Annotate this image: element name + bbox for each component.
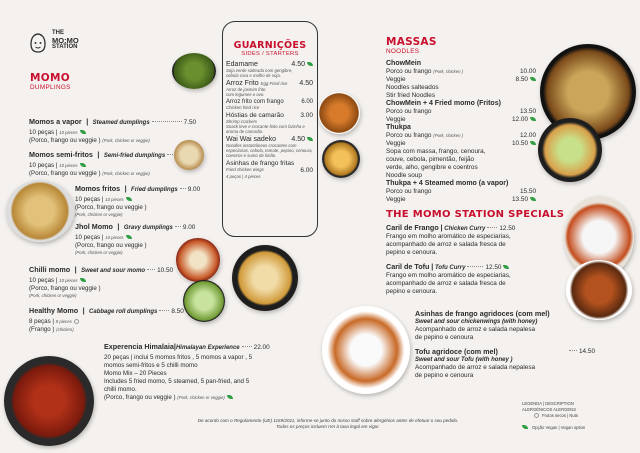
noodle-bowl-image [232,245,298,311]
shrimp-image [174,140,204,170]
special-desc: pepino e cenoura. [386,288,438,295]
item-options-en: (Pork, chicken or veggie) [75,212,123,217]
noodle-price: 12.00 [512,116,528,123]
footer-line: Todos os preços incluem IVA à taxa legal em vigor. [276,424,380,429]
side-item-edamame [226,61,313,78]
noodle-item-thukpa-steamed [386,180,536,204]
item-options: (Porco, frango ou veggie ) [75,204,147,211]
special-desc: de pepino e cenoura [415,334,474,341]
vegan-leaf-icon [503,265,509,269]
noodle-name: Thukpa [386,124,411,131]
footer-note [158,418,498,430]
side-name: Edamame [226,61,258,68]
special-name-en: Tofu Curry [434,265,466,271]
edamame-image [172,53,216,89]
side-name: Wai Wai sadeko [226,136,277,143]
item-options: (Porco, frango ou veggie ) [104,394,176,401]
menu-item-momos-fritos: Momos fritos | Fried dumplings 9.00 10 peças | 10 pieces (Porco, frango ou veggie ) (Pork, chicken or veggie) [75,184,201,217]
item-price: 7.50 [183,119,197,126]
side-item-wai-wai [226,136,313,158]
item-price: 9.00 [187,186,201,193]
side-desc: Chicken fried rice [226,105,260,110]
side-name: Hóstias de camarão [226,112,284,119]
legend-vegan: Opção Vegan | Vegan option [532,424,586,430]
special-price: 14.50 [579,348,595,355]
side-desc: cebola roxa e molho de soja. [226,73,281,78]
noodle-option: Porco ou frango [386,108,432,115]
momo-title: MOMO [30,72,70,84]
item-desc-line: chilli momo. [104,386,137,393]
side-desc: Soja verde salteada com gengibre, [226,68,293,73]
noodle-price: 8.50 [515,76,528,83]
noodle-option: Porco ou frango [386,68,432,75]
noodle-desc: verde, alho, gengibre e coentros [386,164,478,171]
gravy-momo-image [176,238,220,282]
item-name: Jhol Momo [75,222,113,231]
item-options: (Porco, frango ou veggie ) [29,170,101,177]
menu-item-experiencia-himalaia [104,336,304,402]
vegan-leaf-icon [530,117,536,121]
special-desc: Acompanhado de arroz e salada nepalesa [415,326,536,333]
special-name-en: Sweet and sour Tofu (with honey ) [415,357,513,363]
item-name-en: Sweet and sour momo [81,268,146,274]
curry-rice-image [322,306,410,394]
item-options: (Porco, frango ou veggie ) [29,137,101,144]
item-qty-en: 10 pieces [59,278,78,283]
legend-title: LEGENDA | DESCRIPTION [522,401,574,406]
item-name: Momos fritos [75,184,121,193]
cabbage-roll-image [183,280,225,322]
side-desc: Shrimp crackers [226,119,258,124]
special-item-caril-frango: Caril de Frango | Chicken Curry 12.50 Frango em molho aromático de especiarias, acompanhado de arroz e salada fresca de pepino e cenoura. [386,224,526,257]
noodle-option: Veggie [386,116,406,123]
side-price: 6.00 [301,99,313,105]
noodle-desc: Noodles salteados [386,84,439,91]
side-price: 4.50 [291,136,305,143]
side-name: Asinhas de frango fritas [226,160,295,167]
item-name: Experencia Himalaia| [104,342,176,351]
item-qty: 10 peças | [29,162,58,169]
special-desc: Acompanhado de arroz e salada nepalesa [415,364,536,371]
item-desc-line: Includes 5 fried momo, 5 steamed, 5 pan-fried, and 5 [104,378,250,385]
noodle-name: Thukpa + 4 Steamed momo (a vapor) [386,180,509,187]
legend-nuts: Frutos secos | Nuts [542,413,578,418]
item-qty-en: 10 pieces [105,197,124,202]
noodle-price: 13.50 [520,108,536,115]
item-price: 9.00 [182,224,196,231]
item-qty: 10 peças | [29,277,58,284]
item-name-en: Gravy dumplings [123,225,173,231]
noodles-title: MASSAS [386,36,437,48]
special-desc: de pepino e cenoura [415,372,474,379]
noodle-price: 13.50 [512,196,528,203]
side-price: 4.50 [291,61,305,68]
item-options-en: (chicken) [56,327,74,332]
side-item-hostias [226,112,313,134]
item-qty-en: 10 pieces [59,163,78,168]
footer-line: De acordo com o Regulamento (UE) 1169/2011, informe-se junto do nosso staff sobre alergénios antes de efetuar o seu pedido. [197,418,459,423]
item-desc-line: momos semi-fritos e 5 chilli momo [104,362,198,369]
side-desc: especiarias, cebola, tomate, pepino, cenoura, coentros e sumo de limão. [226,148,313,158]
noodle-item-thukpa [386,124,536,180]
vegan-leaf-icon [307,62,313,66]
side-desc: Noodles instantâneos crocantes com [226,143,297,148]
vegan-leaf-icon [80,163,86,167]
side-price: 4.50 [299,80,313,87]
special-name: Caril de Tofu [386,262,430,271]
item-qty: 8 peças | [29,318,54,325]
side-price: 3.00 [300,112,313,119]
noodle-item-chowmein [386,60,536,100]
item-name-en: Steamed dumplings [92,120,150,126]
item-options-en: (Pork, chicken or veggie) [75,250,123,255]
thukpa-image [538,118,602,182]
noodle-option-en: (Pork, chicken ) [433,69,464,74]
nuts-icon [534,413,539,418]
special-item-tofu-agridoce [415,348,595,380]
noodle-option-en: (Pork, chicken ) [433,133,464,138]
item-qty: 10 peças | [75,234,104,241]
side-desc: 4 peças | 4 pieces [226,174,261,179]
item-name-en: Cabbage roll dumplings [89,309,158,315]
special-desc: Frango em molho aromático de especiarias, [386,272,511,279]
noodle-desc: Stir fried Noodles [386,92,436,99]
noodle-desc: Noodle soup [386,172,422,179]
noodle-option: Veggie [386,76,406,83]
noodle-desc: Sopa com massa, frango, cenoura, [386,148,486,155]
item-options-en: (Pork, chicken or veggie) [29,293,77,298]
item-qty-en: 10 pieces [59,130,78,135]
side-name: Arroz frito com frango [226,99,284,105]
vegan-leaf-icon [530,77,536,81]
item-options: (Porco, frango ou veggie ) [75,242,147,249]
noodle-name: ChowMein [386,60,421,67]
vegan-leaf-icon [522,425,528,429]
vegan-leaf-icon [530,197,536,201]
item-qty: 10 peças | [75,196,104,203]
menu-item-healthy-momo: Healthy Momo | Cabbage roll dumplings 8.50 8 peças | 8 pieces (Frango ) (chicken) [29,306,184,333]
noodles-subtitle: NOODLES [386,48,420,55]
sides-subtitle: SIDES / STARTERS [241,51,299,57]
item-price: 8.50 [171,308,184,315]
side-desc: com legumes e ovo. [226,92,265,97]
vegan-leaf-icon [80,130,86,134]
noodle-price: 15.50 [520,188,536,195]
vegan-leaf-icon [80,278,86,282]
noodle-option: Veggie [386,140,406,147]
side-item-asinhas [226,160,313,179]
vegan-leaf-icon [126,235,132,239]
noodle-item-chowmein-fried [386,100,536,124]
item-name-en: Himalayan Experience [175,345,240,351]
item-name: Healthy Momo [29,306,79,315]
momo-subtitle: DUMPLINGS [30,84,71,91]
special-price: 12.50 [499,225,516,232]
item-qty-en: 8 pieces [55,319,72,324]
noodle-option: Porco ou frango [386,188,432,195]
noodle-price: 12.00 [520,132,536,139]
item-name-en: Semi-fried dumplings [103,153,166,159]
vegan-leaf-icon [126,197,132,201]
special-name: Caril de Frango [386,223,439,232]
noodle-desc: couve, cebola, pimentão, feijão [386,156,475,163]
item-price: 22.00 [253,344,270,351]
noodle-option: Veggie [386,196,406,203]
vegan-leaf-icon [530,141,536,145]
noodles-section-header [386,36,437,55]
legend-allergens: ALERGÉNICOS ALERGENS [522,406,576,412]
item-options-en: (Pork, chicken or veggie) [102,138,150,143]
sides-panel [222,21,318,237]
brand-name: THE MO:MO STATION [52,30,79,50]
side-item-arroz-frango [226,99,313,110]
special-name: Asinhas de frango agridoces (com mel) [415,309,550,318]
side-desc: Arroz de jasmim frito [226,87,266,92]
item-name-en: Fried dumplings [131,187,178,193]
vegan-leaf-icon [307,137,313,141]
item-desc-line: Momo Mix – 20 Pieces [104,370,167,377]
side-price: 6.00 [300,167,313,174]
item-options-en: (Pork, chicken or veggie) [177,395,225,400]
wai-wai-image [318,92,360,134]
special-desc: Frango em molho aromático de especiarias, [386,233,511,240]
item-name: Momos a vapor [29,117,82,126]
item-options: (Porco, frango ou veggie ) [29,285,101,292]
side-item-arroz-frito [226,80,313,97]
item-desc-line: 20 peças | inclui 5 momos fritos , 5 momos a vapor , 5 [104,354,253,361]
special-item-caril-tofu: Caril de Tofu | Tofu Curry 12.50 Frango em molho aromático de especiarias, acompanhado de arroz e salada fresca de pepino e cenoura. [386,263,526,296]
side-desc: Fried chicken wings [226,167,264,172]
menu-item-momos-vapor: Momos a vapor | Steamed dumplings 7.50 10 peças | 10 pieces (Porco, frango ou veggie ) (Pork, chicken or veggie) [29,117,197,144]
specials-title: THE MOMO STATION SPECIALS [386,209,565,220]
momo-face-icon [28,32,48,54]
menu-item-momos-semi-fritos: Momos semi-fritos | Semi-fried dumplings 10 peças | 10 pieces (Porco, frango ou veggie ) (Pork, chicken or veggie) [29,144,209,178]
item-qty-en: 10 pieces [105,235,124,240]
item-name: Momos semi-fritos [29,150,93,159]
noodle-price: 10.00 [520,68,536,75]
fried-rice-image [322,140,360,178]
item-price: 10.50 [157,267,174,274]
special-desc: pepino e cenoura. [386,249,438,256]
vegan-leaf-icon [227,395,233,399]
special-name-en: Sweet and sour chickenwings (with honey) [415,319,538,325]
fried-momo-image [6,180,74,242]
noodle-price: 10.50 [512,140,528,147]
side-name: Arroz Frito [226,80,259,87]
menu-item-jhol-momo: Jhol Momo | Gravy dumplings 9.00 10 peças | 10 pieces (Porco, frango ou veggie ) (Pork, chicken or veggie) [75,222,196,255]
noodle-name: ChowMein + 4 Fried momo (Fritos) [386,100,501,107]
nuts-icon [74,319,79,324]
special-desc: acompanhado de arroz e salada fresca de [386,280,506,287]
special-name: Tofu agridoce (com mel) [415,347,498,356]
chilli-momo-image [4,356,94,446]
menu-item-chilli-momo: Chilli momo | Sweet and sour momo 10.50 10 peças | 10 pieces (Porco, frango ou veggie ) (Pork, chicken or veggie) [29,265,174,298]
special-name-en: Chicken Curry [444,226,486,232]
special-price: 12.50 [485,264,502,271]
item-options-en: (Pork, chicken or veggie) [102,171,150,176]
brand-logo [28,28,98,58]
sides-title: GUARNIÇÕES [233,40,307,51]
legend [522,401,622,430]
side-name-en: Egg Fried rice [260,81,288,86]
chickenwings-image [566,260,632,320]
item-options: (Frango ) [29,326,55,333]
momo-section-header [30,72,71,91]
noodles-list [386,60,536,204]
noodle-option: Porco ou frango [386,132,432,139]
item-name: Chilli momo [29,265,71,274]
special-desc: acompanhado de arroz e salada fresca de [386,241,506,248]
side-desc: Snack leve e crocante feito com farinha e aroma de camarão. [226,124,305,134]
item-qty: 10 peças | [29,129,58,136]
